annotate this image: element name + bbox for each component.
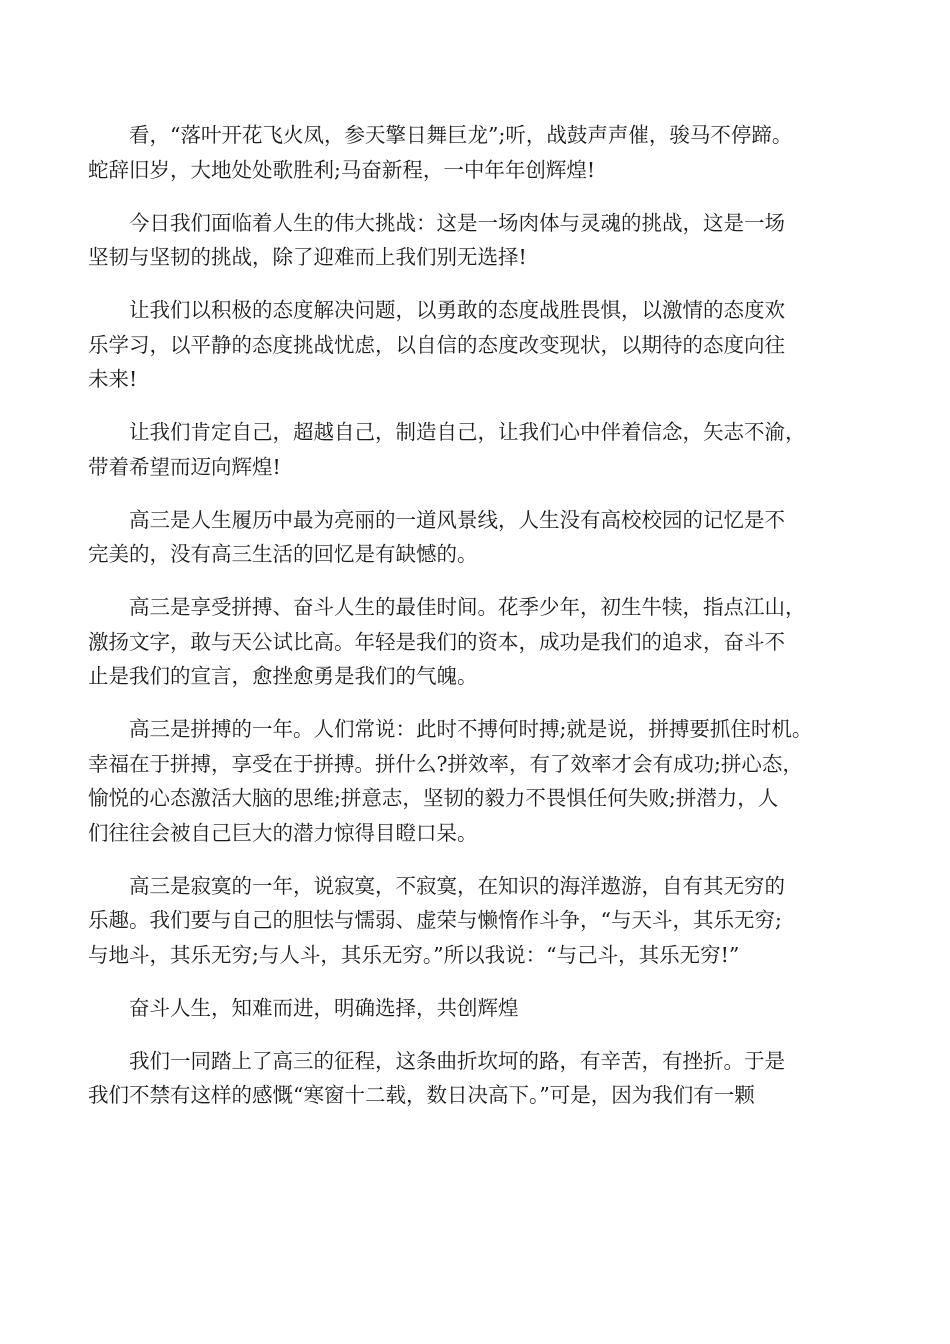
paragraph-line: 蛇辞旧岁，大地处处歌胜利;马奋新程，一中年年创辉煌! <box>88 157 596 182</box>
paragraph-line: 幸福在于拼搏，享受在于拼搏。拼什么?拼效率，有了效率才会有成功;拼心态， <box>88 751 803 776</box>
paragraph-line: 奋斗人生，知难而进，明确选择，共创辉煌 <box>129 995 519 1020</box>
paragraph <box>88 712 878 850</box>
paragraph-line: 我们一同踏上了高三的征程，这条曲折坎坷的路，有辛苦，有挫折。于是 <box>129 1048 785 1073</box>
paragraph-line: 看，“落叶开花飞火凤，参天擎日舞巨龙”;听，战鼓声声催，骏马不停蹄。 <box>129 123 793 147</box>
document-body <box>88 118 878 1131</box>
paragraph-line: 完美的，没有高三生活的回忆是有缺憾的。 <box>88 542 478 566</box>
paragraph-line: 今日我们面临着人生的伟大挑战：这是一场肉体与灵魂的挑战，这是一场 <box>129 210 785 235</box>
paragraph-line: 止是我们的宣言，愈挫愈勇是我们的气魄。 <box>88 664 478 688</box>
paragraph-line: 高三是寂寞的一年，说寂寞，不寂寞，在知识的海洋遨游，自有其无穷的 <box>129 873 785 898</box>
paragraph-line: 我们不禁有这样的感慨“寒窗十二载，数日决高下。”可是，因为我们有一颗 <box>88 1083 755 1107</box>
paragraph-line: 高三是拼搏的一年。人们常说：此时不搏何时搏;就是说，拼搏要抓住时机。 <box>129 717 813 741</box>
paragraph-line: 让我们肯定自己，超越自己，制造自己，让我们心中伴着信念，矢志不渝， <box>129 420 806 444</box>
paragraph-line: 与地斗，其乐无穷;与人斗，其乐无穷。”所以我说：“与己斗，其乐无穷!” <box>88 942 740 967</box>
paragraph-line: 乐学习，以平静的态度挑战忧虑，以自信的态度改变现状，以期待的态度向往 <box>88 332 785 357</box>
paragraph-line: 们往往会被自己巨大的潜力惊得目瞪口呆。 <box>88 820 478 845</box>
paragraph <box>88 503 878 572</box>
paragraph <box>88 293 878 397</box>
paragraph-line: 愉悦的心态激活大脑的思维;拼意志，坚韧的毅力不畏惧任何失败;拼潜力，人 <box>88 786 779 810</box>
paragraph <box>88 118 878 187</box>
paragraph-line: 让我们以积极的态度解决问题，以勇敢的态度战胜畏惧，以激情的态度欢 <box>129 298 785 322</box>
paragraph <box>88 415 878 484</box>
paragraph <box>88 590 878 694</box>
paragraph-line: 未来! <box>88 367 138 391</box>
paragraph-line: 乐趣。我们要与自己的胆怯与懦弱、虚荣与懒惰作斗争，“与天斗，其乐无穷; <box>88 908 782 932</box>
paragraph <box>88 991 878 1026</box>
paragraph-line: 高三是人生履历中最为亮丽的一道风景线，人生没有高校校园的记忆是不 <box>129 507 785 532</box>
paragraph-line: 带着希望而迈向辉煌! <box>88 454 281 479</box>
paragraph-line: 高三是享受拼搏、奋斗人生的最佳时间。花季少年，初生牛犊，指点江山， <box>129 595 806 619</box>
paragraph-line: 坚韧与坚韧的挑战，除了迎难而上我们别无选择! <box>88 245 527 269</box>
paragraph-line: 激扬文字，敢与天公试比高。年轻是我们的资本，成功是我们的追求，奋斗不 <box>88 629 785 654</box>
paragraph <box>88 869 878 973</box>
paragraph <box>88 206 878 275</box>
paragraph <box>88 1044 878 1113</box>
